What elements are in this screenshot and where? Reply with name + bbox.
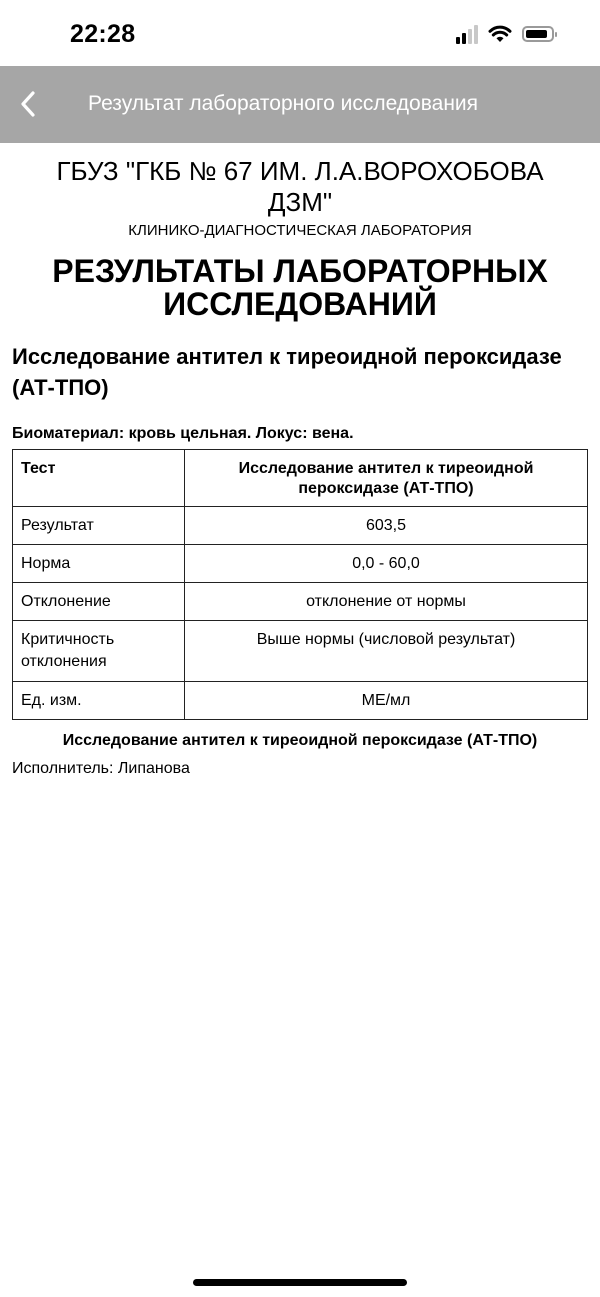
row-label: Норма [13, 545, 185, 583]
study-title: Исследование антител к тиреоидной пероксидазе (АТ-ТПО) [12, 344, 562, 400]
table-header-row [13, 450, 588, 507]
table-row [13, 545, 588, 583]
unit-value: МЕ/мл [185, 682, 588, 720]
wifi-icon [488, 25, 512, 43]
footer-study-title: Исследование антител к тиреоидной пероксидазе (АТ-ТПО) [62, 732, 538, 749]
report-content [0, 143, 600, 778]
nav-bar [0, 66, 600, 143]
status-bar [0, 0, 600, 66]
table-row [13, 621, 588, 682]
document-title: РЕЗУЛЬТАТЫ ЛАБОРАТОРНЫХ ИССЛЕДОВАНИЙ [52, 253, 548, 322]
biomaterial-info: Биоматериал: кровь цельная. Локус: вена. [12, 425, 354, 442]
deviation-value: отклонение от нормы [185, 583, 588, 621]
chevron-left-icon [14, 86, 44, 122]
row-label: Отклонение [13, 583, 185, 621]
table-row [13, 682, 588, 720]
laboratory-name: КЛИНИКО-ДИАГНОСТИЧЕСКАЯ ЛАБОРАТОРИЯ [128, 222, 472, 239]
header-label: Тест [13, 450, 185, 507]
back-button[interactable] [14, 86, 44, 122]
result-value: 603,5 [185, 507, 588, 545]
status-time: 22:28 [70, 20, 136, 48]
row-label: Критичность отклонения [13, 621, 185, 682]
reference-range: 0,0 - 60,0 [185, 545, 588, 583]
cellular-signal-icon [456, 24, 478, 44]
nav-title: Результат лабораторного исследования [88, 92, 479, 115]
row-label: Ед. изм. [13, 682, 185, 720]
battery-icon [522, 26, 554, 42]
table-row [13, 583, 588, 621]
status-icons [456, 24, 554, 44]
row-label: Результат [13, 507, 185, 545]
home-indicator[interactable] [193, 1279, 407, 1286]
organization-name: ГБУЗ "ГКБ № 67 ИМ. Л.А.ВОРОХОБОВА ДЗМ" [56, 156, 544, 217]
table-row [13, 507, 588, 545]
header-value: Исследование антител к тиреоидной пероксидазе (АТ-ТПО) [185, 450, 588, 507]
results-table [12, 449, 588, 720]
criticality-value: Выше нормы (числовой результат) [185, 621, 588, 682]
executor: Исполнитель: Липанова [12, 760, 190, 777]
